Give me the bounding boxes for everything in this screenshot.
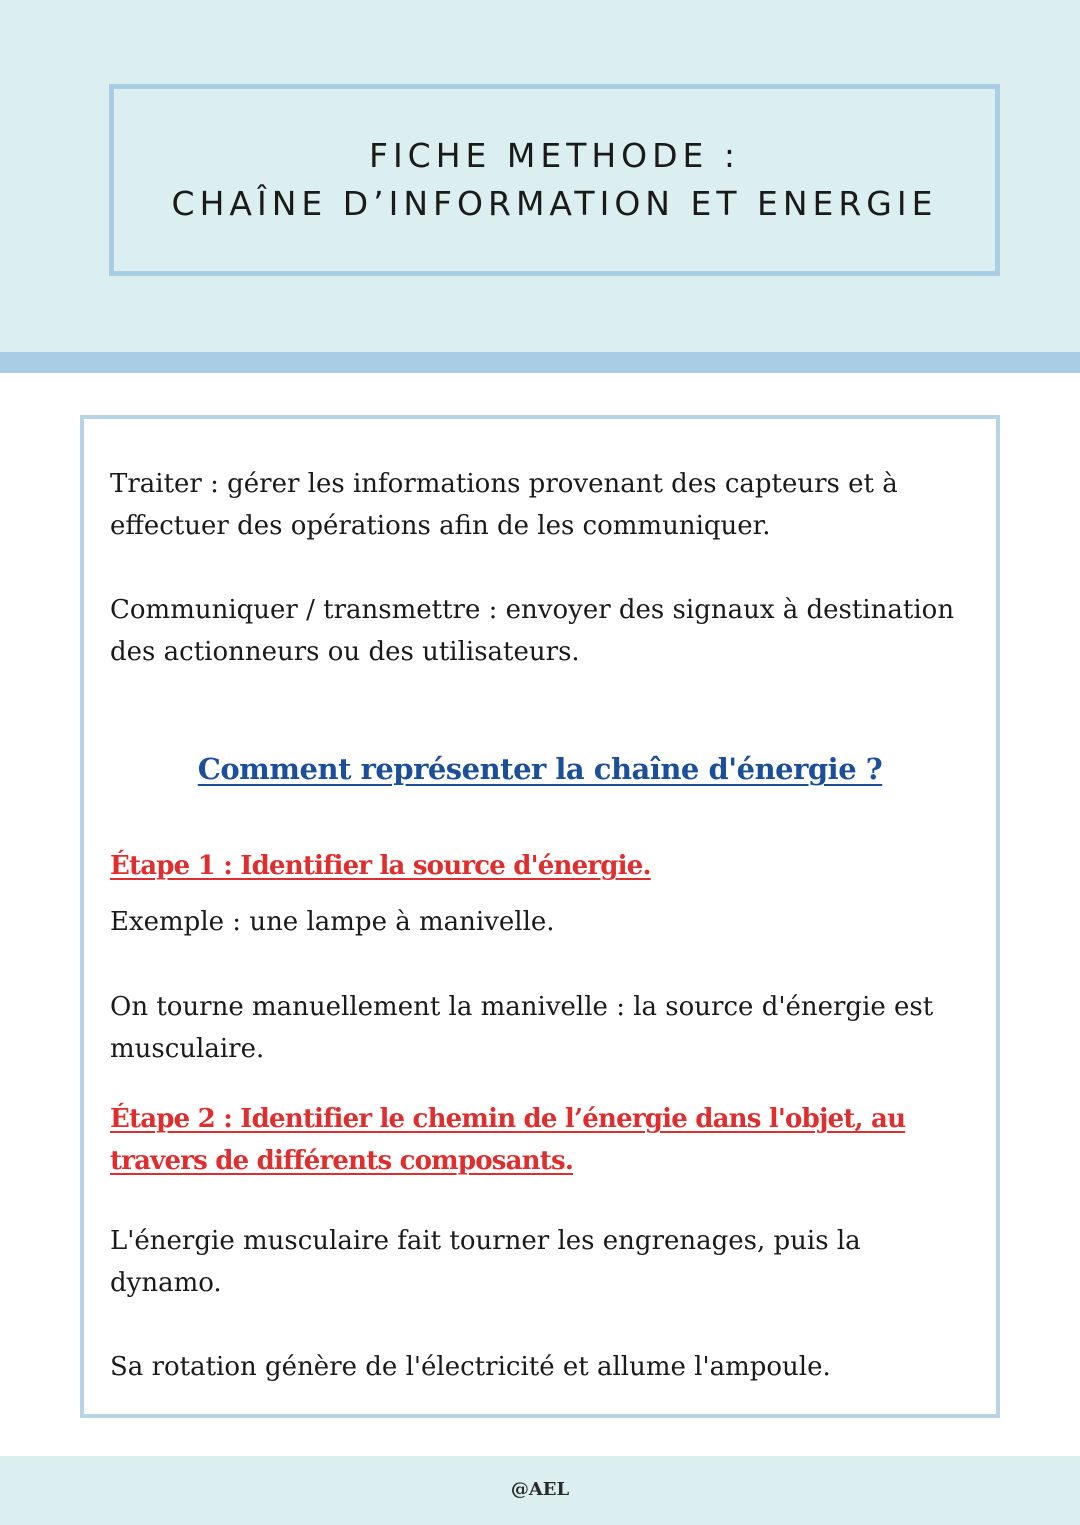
- step-1-heading: Étape 1 : Identifier la source d'énergie.: [110, 851, 651, 881]
- step-2-detail-2: Sa rotation génère de l'électricité et allume l'ampoule.: [110, 1352, 831, 1382]
- step-2-heading: Étape 2 : Identifier le chemin de l’énergie dans l'objet, au travers de différents composants.: [110, 1104, 906, 1176]
- step-2-detail-1: L'énergie musculaire fait tourner les engrenages, puis la dynamo.: [110, 1226, 861, 1298]
- page-title-line-1: FICHE METHODE :: [368, 136, 741, 175]
- page-title-line-2: CHAÎNE D’INFORMATION ET ENERGIE: [171, 184, 938, 223]
- header-divider-stripe: [0, 352, 1080, 373]
- step-1-example: Exemple : une lampe à manivelle.: [110, 907, 555, 937]
- section-heading-energy-chain: Comment représenter la chaîne d'énergie ?: [197, 752, 883, 786]
- step-1-detail: On tourne manuellement la manivelle : la source d'énergie est musculaire.: [110, 992, 934, 1064]
- paragraph-traiter: Traiter : gérer les informations provenant des capteurs et à effectuer des opérations afin de les communiquer.: [110, 469, 898, 541]
- footer-credit: @AEL: [510, 1479, 570, 1500]
- content-box: [80, 415, 1000, 1418]
- paragraph-communiquer: Communiquer / transmettre : envoyer des signaux à destination des actionneurs ou des utilisateurs.: [110, 595, 955, 667]
- title-box: [109, 84, 1000, 276]
